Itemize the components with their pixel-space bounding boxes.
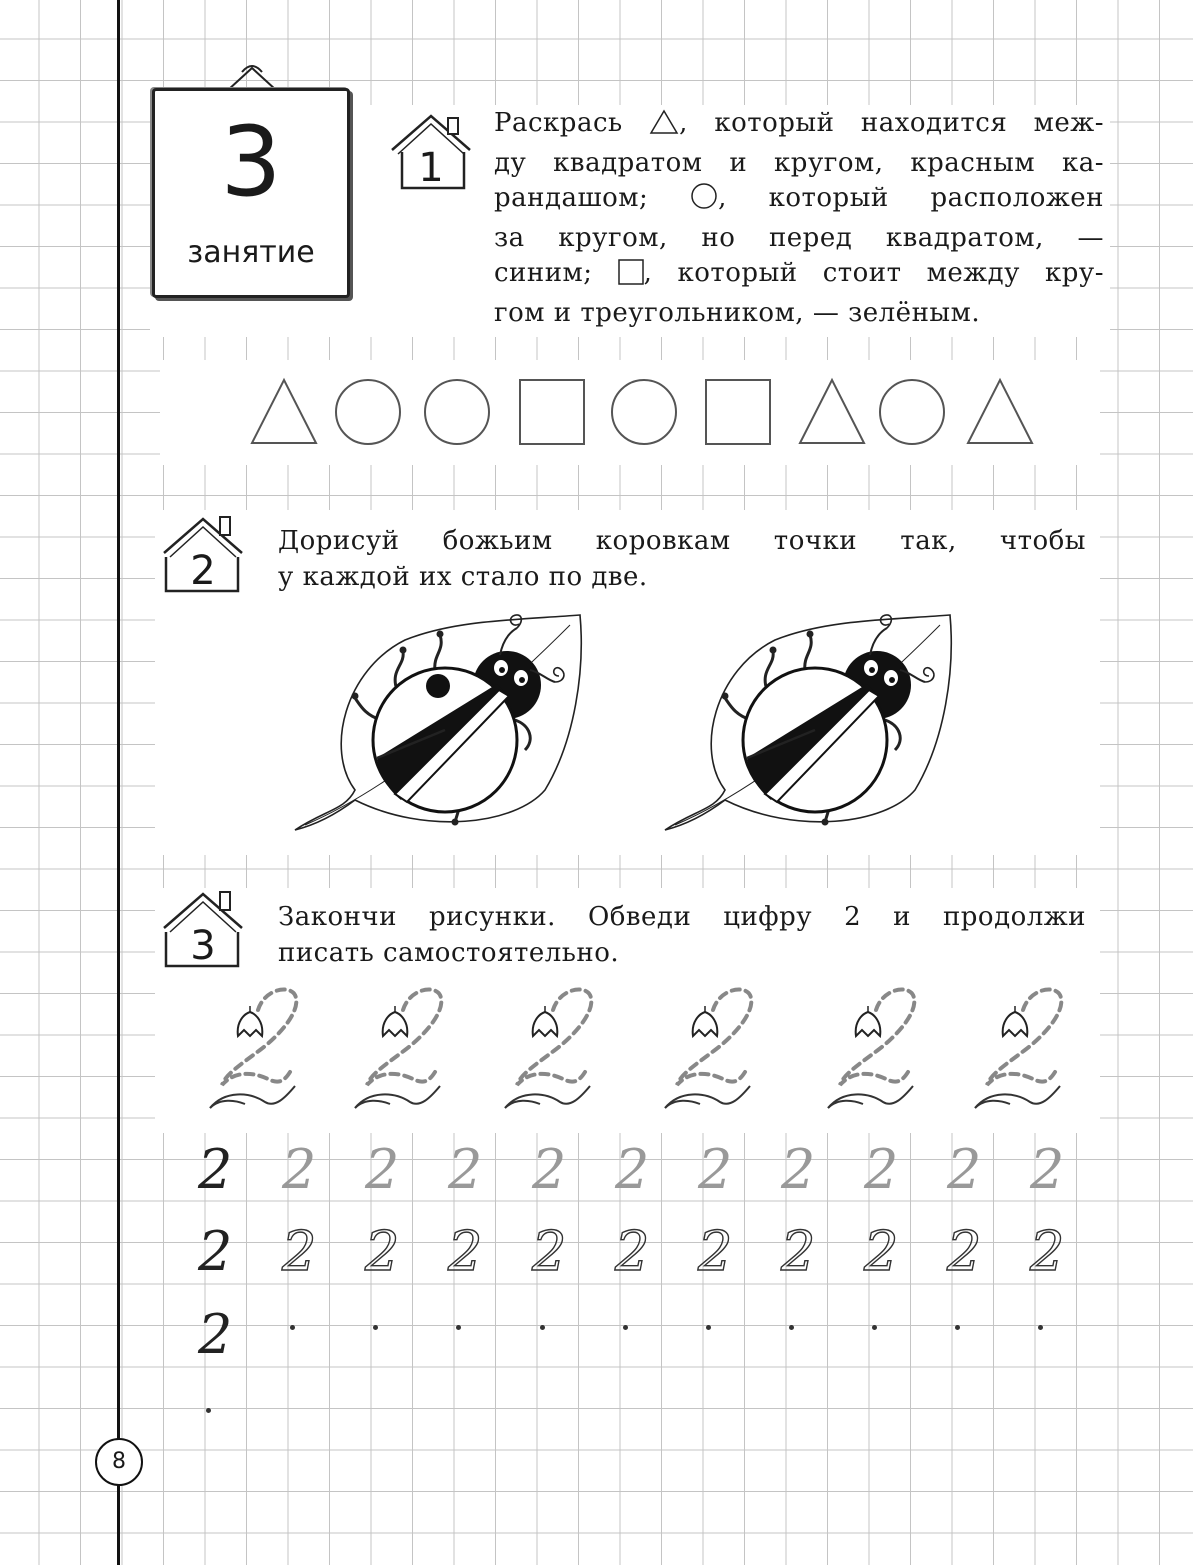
writing-dot[interactable] <box>872 1325 877 1330</box>
page-number: 8 <box>95 1438 143 1486</box>
task1-text: , который расположен <box>718 183 1104 213</box>
shape-circle[interactable] <box>880 380 944 444</box>
trace-digit[interactable]: 2 <box>1030 1138 1065 1201</box>
task1-number: 1 <box>418 145 444 191</box>
sample-digit: 2 <box>198 1138 233 1201</box>
task3-number: 3 <box>190 923 216 969</box>
writing-dot[interactable] <box>1038 1325 1043 1330</box>
sample-digit: 2 <box>198 1303 233 1366</box>
flower-two-drawing[interactable] <box>665 990 751 1108</box>
trace-digit[interactable]: 2 <box>448 1220 483 1283</box>
trace-digit[interactable]: 2 <box>365 1220 400 1283</box>
lesson-label: занятие <box>187 235 315 270</box>
trace-digit[interactable]: 2 <box>947 1138 982 1201</box>
trace-digit[interactable]: 2 <box>532 1138 567 1201</box>
task1-line: гом и треугольником, — зелёным. <box>494 297 981 328</box>
task3-house-icon <box>160 888 246 970</box>
trace-digit[interactable]: 2 <box>947 1220 982 1283</box>
writing-dot[interactable] <box>789 1325 794 1330</box>
task2-house-icon <box>160 513 246 595</box>
writing-dot[interactable] <box>623 1325 628 1330</box>
trace-digit[interactable]: 2 <box>1030 1220 1065 1283</box>
trace-digit[interactable]: 2 <box>448 1138 483 1201</box>
trace-digit[interactable]: 2 <box>698 1138 733 1201</box>
flower-two-drawing[interactable] <box>975 990 1061 1108</box>
task3-line: писать самостоятельно. <box>278 937 620 968</box>
trace-digit[interactable]: 2 <box>864 1220 899 1283</box>
writing-dot[interactable] <box>373 1325 378 1330</box>
shape-circle[interactable] <box>612 380 676 444</box>
writing-dot[interactable] <box>456 1325 461 1330</box>
writing-dot[interactable] <box>955 1325 960 1330</box>
shape-square[interactable] <box>706 380 770 444</box>
flower-two-drawing[interactable] <box>505 990 591 1108</box>
task2-line: у каждой их стало по две. <box>278 561 648 592</box>
trace-digit[interactable]: 2 <box>615 1220 650 1283</box>
task1-text: , который стоит между кру- <box>643 258 1104 288</box>
task1-text: Раскрась <box>494 108 623 138</box>
shape-triangle[interactable] <box>800 380 864 443</box>
writing-dot[interactable] <box>290 1325 295 1330</box>
task1-line: за кругом, но перед квадратом, — <box>494 222 1104 253</box>
ladybug-leaf-1 <box>285 610 605 840</box>
trace-digit[interactable]: 2 <box>532 1220 567 1283</box>
shape-square[interactable] <box>520 380 584 444</box>
task1-line: ду квадратом и кругом, красным ка- <box>494 147 1104 178</box>
flower-drawings <box>0 980 1193 1130</box>
ladybug-leaf-2 <box>655 610 975 840</box>
task2-line: Дорисуй божьим коровкам точки так, чтобы <box>278 526 1086 556</box>
sample-digit: 2 <box>198 1220 233 1283</box>
shape-circle[interactable] <box>425 380 489 444</box>
task1-text: синим; <box>494 258 593 288</box>
writing-dot[interactable] <box>540 1325 545 1330</box>
shape-circle[interactable] <box>336 380 400 444</box>
ladybug-spot <box>426 674 450 698</box>
flower-two-drawing[interactable] <box>210 990 296 1108</box>
trace-digit[interactable]: 2 <box>282 1138 317 1201</box>
task1-text: , который находится меж- <box>679 108 1104 138</box>
task3-instructions <box>278 900 1086 971</box>
shape-triangle[interactable] <box>252 380 316 443</box>
task1-text: рандашом; <box>494 183 649 213</box>
flower-two-drawing[interactable] <box>355 990 441 1108</box>
task2-number: 2 <box>190 548 216 594</box>
trace-digit[interactable]: 2 <box>781 1220 816 1283</box>
trace-digit[interactable]: 2 <box>781 1138 816 1201</box>
trace-digit[interactable]: 2 <box>365 1138 400 1201</box>
task2-instructions <box>278 524 1086 595</box>
shape-triangle[interactable] <box>968 380 1032 443</box>
trace-digit[interactable]: 2 <box>615 1138 650 1201</box>
trace-digit[interactable]: 2 <box>864 1138 899 1201</box>
trace-digit[interactable]: 2 <box>698 1220 733 1283</box>
writing-dot[interactable] <box>206 1408 211 1413</box>
flower-two-drawing[interactable] <box>828 990 914 1108</box>
shapes-row <box>0 0 1193 470</box>
trace-digit[interactable]: 2 <box>282 1220 317 1283</box>
writing-dot[interactable] <box>706 1325 711 1330</box>
task3-line: Закончи рисунки. Обведи цифру 2 и продолжи <box>278 902 1086 932</box>
lesson-number: 3 <box>220 106 282 218</box>
